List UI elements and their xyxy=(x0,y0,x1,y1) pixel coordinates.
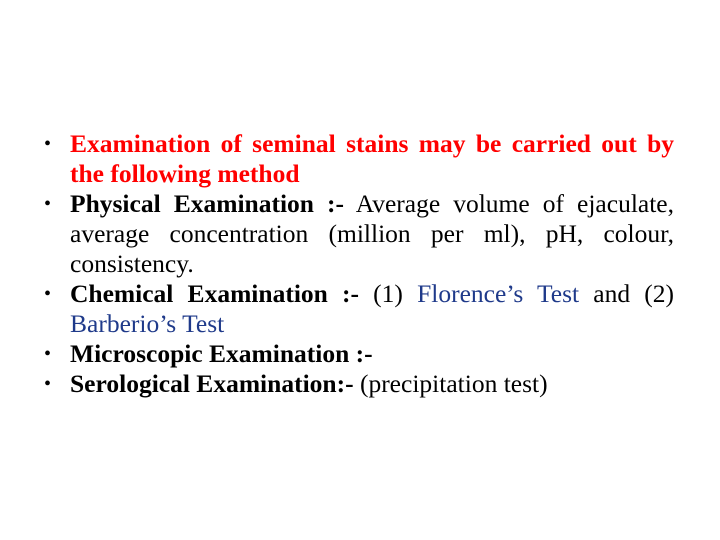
bullet-item-chemical xyxy=(44,279,674,339)
florence-test: Florence’s Test xyxy=(417,279,580,308)
bullet-dot: • xyxy=(44,133,52,155)
chemical-and: and xyxy=(593,279,631,308)
microscopic-heading: Microscopic Examination :- xyxy=(70,339,373,368)
bullet-item-physical xyxy=(44,189,674,279)
bullet-item-microscopic xyxy=(44,339,674,369)
physical-heading: Physical Examination :- xyxy=(70,189,345,218)
barberio-test: Barberio’s Test xyxy=(70,309,225,338)
bullet-dot: • xyxy=(44,373,52,395)
physical-text: Average volume of ejaculate, average concentration (million per ml), pH, colour, consistency. xyxy=(70,189,675,278)
chemical-part1: (1) xyxy=(373,279,403,308)
bullet-list xyxy=(44,129,674,399)
chemical-heading: Chemical Examination :- xyxy=(70,279,359,308)
bullet-item-seminal-stains xyxy=(44,129,674,189)
bullet-dot: • xyxy=(44,283,52,305)
bullet-text-intro: Examination of seminal stains may be carried out by the following method xyxy=(70,129,674,188)
chemical-part2: (2) xyxy=(644,279,675,308)
serological-heading: Serological Examination:- xyxy=(70,369,354,398)
bullet-dot: • xyxy=(44,343,52,365)
serological-text: (precipitation test) xyxy=(359,369,548,398)
bullet-dot: • xyxy=(44,193,52,215)
bullet-item-serological xyxy=(44,369,674,399)
